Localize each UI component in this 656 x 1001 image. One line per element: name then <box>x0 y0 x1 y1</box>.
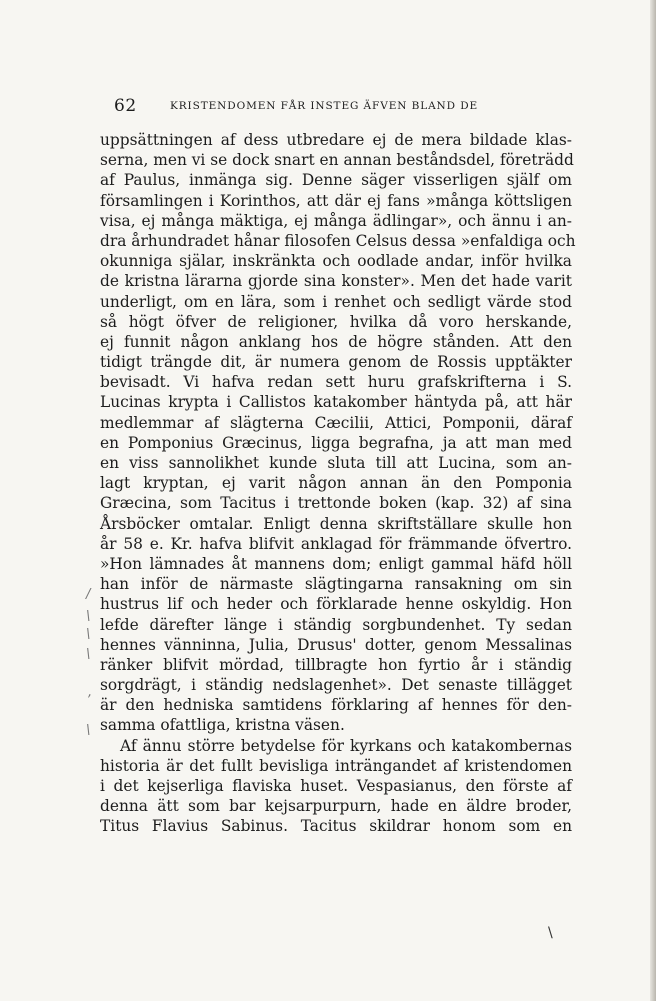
text-line: en viss sannolikhet kunde sluta till att Lucina, som an- <box>100 454 572 472</box>
text-line: Af ännu större betydelse för kyrkans och katakombernas <box>120 736 572 755</box>
text-line: uppsättningen af dess utbredare ej de mera bildade klas- <box>100 131 572 149</box>
text-line: ej funnit någon anklang hos de högre stånden. Att den <box>100 332 572 351</box>
ink-speck: \ <box>548 925 553 941</box>
text-line: af Paulus, inmänga sig. Denne säger visserligen själf om <box>100 171 572 190</box>
text-line: samma ofattliga, kristna väsen. <box>100 716 345 735</box>
text-line: Lucinas krypta i Callistos katakomber häntyda på, att här <box>100 393 572 412</box>
text-line: de kristna lärarna gjorde sina konster». Men det hade varit <box>100 272 572 291</box>
text-line: ränker blifvit mördad, tillbragte hon fyrtio år i ständig <box>100 655 572 674</box>
text-line: visa, ej många mäktiga, ej många ädlingar», och ännu i an- <box>100 211 572 230</box>
body-text <box>100 130 576 837</box>
running-head: KRISTENDOMEN FÅR INSTEG ÄFVEN BLAND DE <box>170 100 479 112</box>
text-line: serna, men vi se dock snart en annan beståndsdel, företrädd <box>100 151 574 170</box>
text-line: historia är det fullt bevisliga inträngandet af kristendomen <box>100 756 572 775</box>
text-line: tidigt trängde dit, är numera genom de Rossis upptäkter <box>100 353 572 372</box>
text-line: underligt, om en lära, som i renhet och sedligt värde stod <box>100 292 572 311</box>
pencil-mark: \ <box>86 609 91 624</box>
pencil-mark: \ <box>86 723 91 738</box>
page-number: 62 <box>114 96 137 116</box>
page-edge-shadow <box>650 0 656 1001</box>
pencil-mark: \ <box>86 647 91 662</box>
text-line: okunniga själar, inskränkta och oodlade andar, inför hvilka <box>100 252 572 271</box>
text-line: lagt kryptan, ej varit någon annan än den Pomponia <box>100 474 572 493</box>
text-line: Årsböcker omtalar. Enligt denna skriftställare skulle hon <box>100 514 572 533</box>
text-line: »Hon lämnades åt mannens dom; enligt gammal häfd höll <box>100 554 572 573</box>
text-line: år 58 e. Kr. hafva blifvit anklagad för främmande öfvertro. <box>100 534 572 553</box>
text-line: Græcina, som Tacitus i trettonde boken (kap. 32) af sina <box>100 494 572 513</box>
text-line: Titus Flavius Sabinus. Tacitus skildrar honom som en <box>100 817 572 836</box>
text-line: sorgdrägt, i ständig nedslagenhet». Det senaste tillägget <box>100 676 572 695</box>
pencil-mark: \ <box>86 627 91 642</box>
text-line: församlingen i Korinthos, att där ej fans »många köttsligen <box>100 191 572 210</box>
text-line: i det kejserliga flaviska huset. Vespasianus, den förste af <box>100 777 572 795</box>
text-line: denna ätt som bar kejsarpurpurn, hade en äldre broder, <box>100 797 572 816</box>
text-line: dra århundradet hånar filosofen Celsus dessa »enfaldiga och <box>100 231 576 250</box>
page-header <box>114 96 574 120</box>
text-line: är den hedniska samtidens förklaring af hennes för den- <box>100 696 572 715</box>
text-line: han inför de närmaste slägtingarna ransakning om sin <box>100 575 572 594</box>
text-line: bevisadt. Vi hafva redan sett huru grafskrifterna i S. <box>100 373 572 392</box>
text-line: hennes vänninna, Julia, Drusus' dotter, genom Messalinas <box>100 635 572 654</box>
pencil-mark: , <box>88 685 93 700</box>
text-line: en Pomponius Græcinus, ligga begrafna, ja att man med <box>100 433 572 452</box>
text-line: lefde därefter länge i ständig sorgbundenhet. Ty sedan <box>100 615 572 634</box>
text-line: medlemmar af slägterna Cæcilii, Attici, Pomponii, däraf <box>100 413 572 432</box>
text-line: så högt öfver de religioner, hvilka då voro herskande, <box>100 312 572 331</box>
text-line: hustrus lif och heder och förklarade henne oskyldig. Hon <box>100 595 572 614</box>
margin-pencil-marks <box>82 585 98 738</box>
pencil-mark: / <box>86 587 91 602</box>
